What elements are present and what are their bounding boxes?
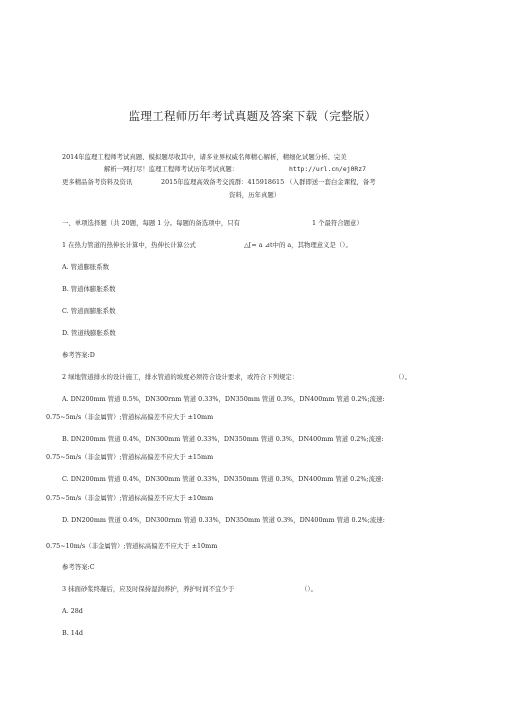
q2-stem: 2 绿地管道排水的设计施工，排水管道的坡度必须符合设计要求，或符合下列规定： [62, 373, 299, 381]
q2-option-c-line1: C. DN200mm 管道 0.4%，DN300mm 管道 0.33%，DN350mm 管道 0.3%，DN400mm 管道 0.2%;流速: [62, 475, 384, 483]
q2-stem-tail: （）。 [395, 373, 411, 381]
q1-answer: 参考答案:D [62, 351, 95, 359]
q2-option-c-line2: 0.75~5m/s（非金属管）;管道标高偏差不应大于 ±10mm [46, 494, 214, 502]
document-title: 监理工程师历年考试真题及答案下载（完整版） [128, 109, 377, 123]
intro-line-2: 解析一网打尽！监理工程师考试历年考试真题： [104, 165, 239, 173]
q1-stem: 1 在热力管道的热伸长计算中，热伸长计算公式 [62, 241, 196, 249]
intro-line-3b: 2015年监理高效备考交流群：415918615 （入群即送一套白金课程，备考 [161, 178, 376, 186]
section-heading-tail: 1 个最符合题意） [312, 219, 363, 227]
section-heading: 一、单项选择题（共 20题，每题 1 分。每题的备选项中，只有 [62, 219, 241, 227]
q1-option-b: B. 管道体膨胀系数 [62, 285, 116, 293]
intro-line-4: 资料，历年真题） [229, 191, 281, 199]
q1-option-c: C. 管道面膨胀系数 [62, 307, 116, 315]
q3-option-b: B. 14d [62, 629, 83, 637]
q2-option-b-line1: B. DN200mm 管道 0.4%，DN300mm 管道 0.33%，DN350mm 管道 0.3%，DN400mm 管道 0.2%;流速: [62, 435, 384, 443]
intro-link[interactable]: http://url.cn/ej0Rz7 [289, 165, 366, 173]
q3-stem-tail: （）。 [301, 585, 317, 593]
q2-option-d-line1: D. DN200mm 管道 0.4%，DN300rnm 管道 0.33%，DN350mm 管道 0.3%，DN400mm 管道 0.2%;流速: [62, 516, 385, 524]
intro-line-1: 2014年监理工程师考试真题、模拟题尽收其中，诸多业界权威名师精心解析，精细化试题分析、完美 [62, 153, 347, 161]
q2-option-b-line2: 0.75~5m/s（非金属管）;管道标高偏差不应大于 ±15mm [46, 453, 214, 461]
intro-line-3a: 更多精品备考资料及资讯 [62, 178, 133, 186]
q2-option-d-line2: 0.75~10m/s（非金属管）;管道标高偏差不应大于 ±10mm [46, 542, 218, 550]
q2-option-a-line2: 0.75~5m/s（非金属管）;管道标高偏差不应大于 ±10mm [46, 413, 214, 421]
q1-option-d: D. 管道线膨胀系数 [62, 329, 116, 337]
q3-stem: 3 抹面砂浆终凝后，应及时保持湿润养护，养护时间不宜少于 [62, 585, 235, 593]
q3-option-a: A. 28d [62, 607, 83, 615]
q1-stem-tail: △[= a ⊿t中的 a，其物理意义是（）。 [244, 241, 352, 249]
q2-answer: 参考答案:C [62, 563, 95, 571]
q1-option-a: A. 管道膨胀系数 [62, 263, 110, 271]
q2-option-a-line1: A. DN200mm 管道 0.5%，DN300rnm 管道 0.33%，DN350mm 管道 0.3%，DN400mm 管道 0.2%;流速: [62, 395, 385, 403]
